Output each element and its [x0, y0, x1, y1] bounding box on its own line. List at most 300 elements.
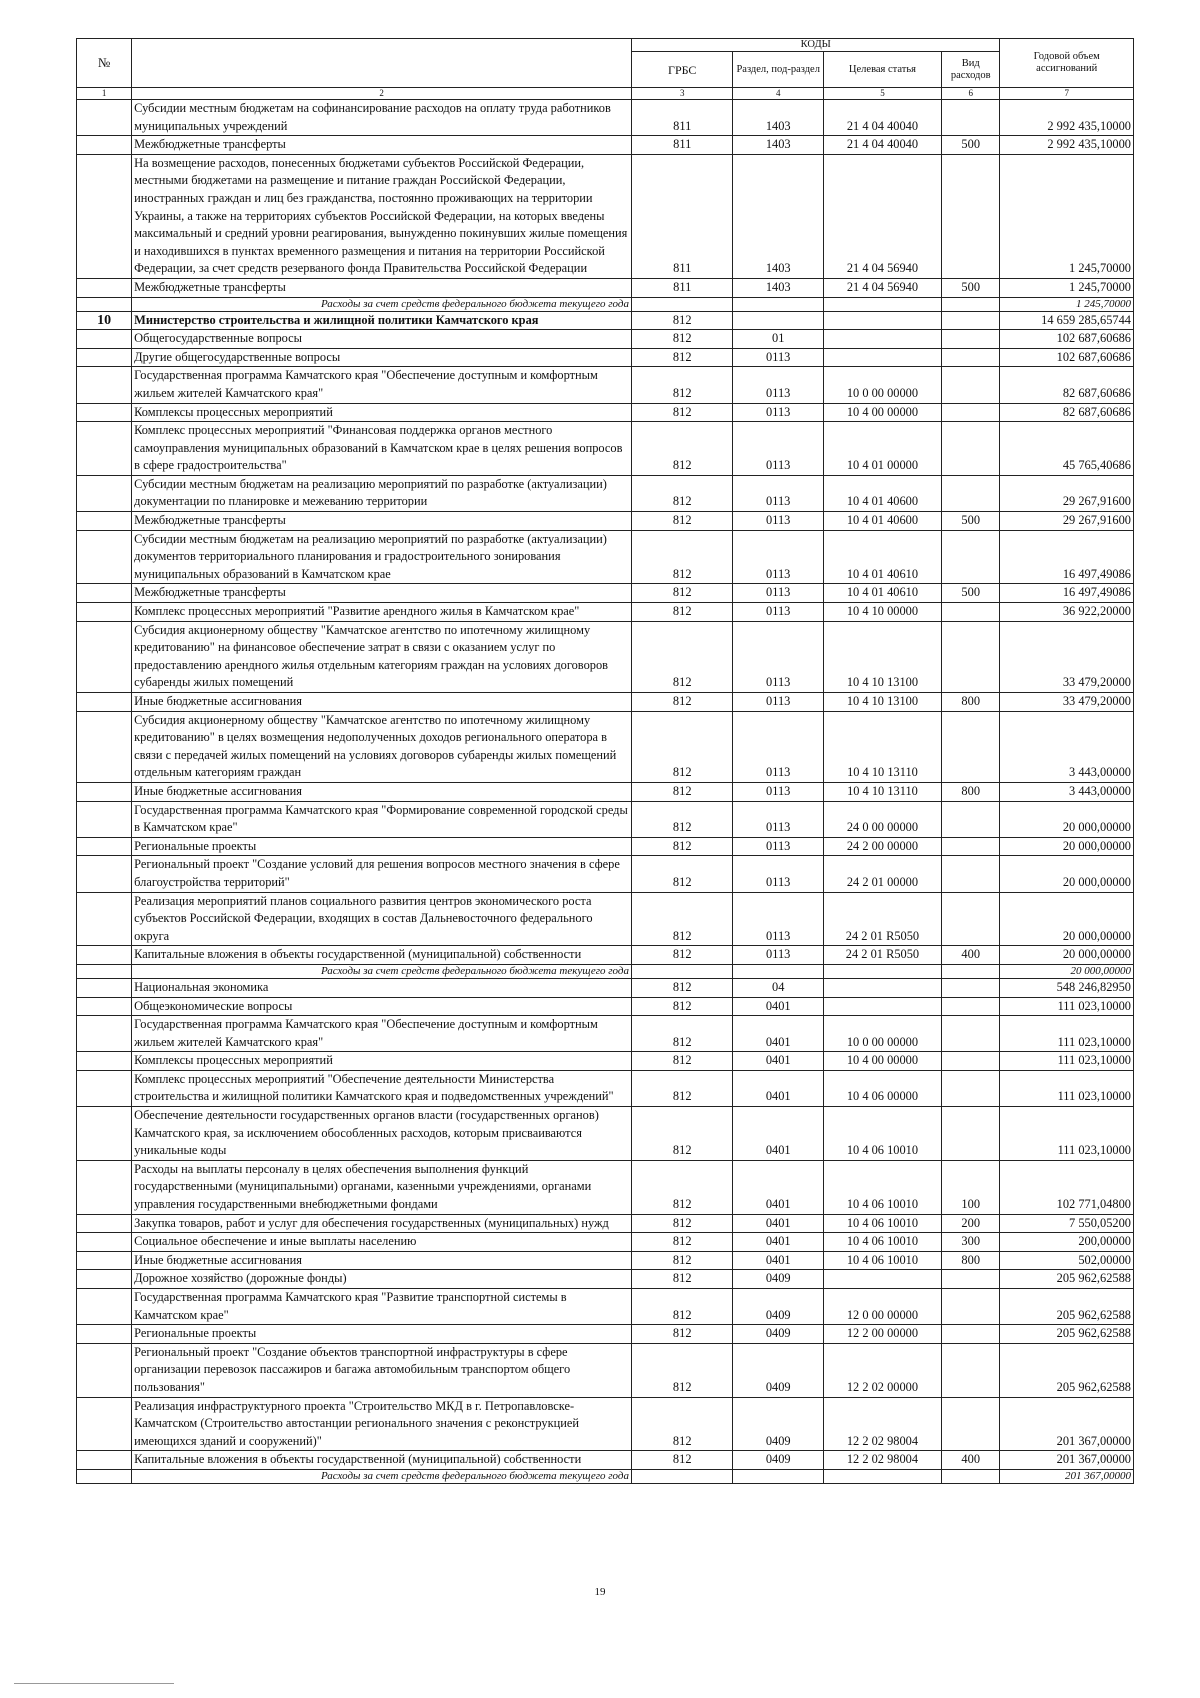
table-row [77, 978, 1134, 997]
row-name: Межбюджетные трансферты [132, 584, 632, 603]
row-section: 0401 [733, 1251, 823, 1270]
table-row [77, 1160, 1134, 1214]
row-number [77, 693, 132, 712]
row-section: 0401 [733, 1160, 823, 1214]
row-amount: 3 443,00000 [1000, 711, 1134, 782]
row-amount: 20 000,00000 [1000, 964, 1134, 978]
row-amount: 111 023,10000 [1000, 1016, 1134, 1052]
row-grbs: 812 [631, 348, 733, 367]
row-section: 1403 [733, 278, 823, 297]
table-body [77, 100, 1134, 1484]
row-exp-type [941, 997, 999, 1016]
row-grbs: 811 [631, 136, 733, 155]
row-exp-type: 500 [941, 278, 999, 297]
row-exp-type [941, 837, 999, 856]
row-section: 0409 [733, 1270, 823, 1289]
row-number [77, 1270, 132, 1289]
row-number [77, 892, 132, 946]
row-grbs: 812 [631, 1251, 733, 1270]
row-amount: 1 245,70000 [1000, 297, 1134, 311]
row-exp-type [941, 711, 999, 782]
row-amount: 7 550,05200 [1000, 1214, 1134, 1233]
table-row [77, 311, 1134, 330]
row-amount: 20 000,00000 [1000, 856, 1134, 892]
row-number [77, 1107, 132, 1161]
row-grbs: 812 [631, 892, 733, 946]
row-name: Расходы за счет средств федерального бюджета текущего года [132, 1469, 632, 1483]
row-number [77, 422, 132, 476]
row-exp-type [941, 1052, 999, 1071]
row-section: 04 [733, 978, 823, 997]
row-exp-type: 100 [941, 1160, 999, 1214]
row-grbs: 812 [631, 782, 733, 801]
row-exp-type: 400 [941, 946, 999, 965]
column-number: 4 [733, 88, 823, 100]
row-name: Реализация мероприятий планов социального развития центров экономического роста субъектов Российской Федерации, входящих в состав Дальневосточного федерального округа [132, 892, 632, 946]
row-number [77, 1289, 132, 1325]
row-name: Расходы на выплаты персоналу в целях обеспечения выполнения функций государственными (муниципальными) органами, казенными учреждениями, органами управления государственными внебюджетными фондами [132, 1160, 632, 1214]
row-section: 0113 [733, 422, 823, 476]
row-name: Межбюджетные трансферты [132, 136, 632, 155]
row-section: 0401 [733, 1214, 823, 1233]
row-amount: 1 245,70000 [1000, 278, 1134, 297]
row-name: Региональный проект "Создание объектов транспортной инфраструктуры в сфере организации перевозок пассажиров и багажа автомобильным транспортом общего пользования" [132, 1343, 632, 1397]
row-number [77, 946, 132, 965]
row-number [77, 584, 132, 603]
row-amount: 200,00000 [1000, 1233, 1134, 1252]
row-amount: 111 023,10000 [1000, 997, 1134, 1016]
row-amount: 2 992 435,10000 [1000, 100, 1134, 136]
row-number [77, 1469, 132, 1483]
row-number [77, 978, 132, 997]
row-section: 0113 [733, 693, 823, 712]
table-row [77, 621, 1134, 692]
table-row [77, 603, 1134, 622]
row-amount: 548 246,82950 [1000, 978, 1134, 997]
row-exp-type [941, 330, 999, 349]
table-row [77, 1451, 1134, 1470]
row-exp-type [941, 1107, 999, 1161]
row-amount: 36 922,20000 [1000, 603, 1134, 622]
row-grbs: 812 [631, 978, 733, 997]
row-section: 0409 [733, 1397, 823, 1451]
table-row [77, 856, 1134, 892]
row-exp-type [941, 856, 999, 892]
row-amount: 111 023,10000 [1000, 1107, 1134, 1161]
row-name: Общегосударственные вопросы [132, 330, 632, 349]
row-name: Иные бюджетные ассигнования [132, 782, 632, 801]
row-exp-type: 800 [941, 693, 999, 712]
row-target [823, 311, 941, 330]
row-exp-type [941, 1016, 999, 1052]
row-target: 10 4 01 40610 [823, 530, 941, 584]
row-exp-type [941, 964, 999, 978]
row-amount: 102 687,60686 [1000, 330, 1134, 349]
row-section: 0113 [733, 584, 823, 603]
row-section: 0113 [733, 711, 823, 782]
row-exp-type [941, 621, 999, 692]
row-section: 0401 [733, 1233, 823, 1252]
federal-budget-row [77, 964, 1134, 978]
row-number [77, 1214, 132, 1233]
row-exp-type: 800 [941, 1251, 999, 1270]
row-amount: 82 687,60686 [1000, 403, 1134, 422]
row-name: Комплексы процессных мероприятий [132, 1052, 632, 1071]
table-row [77, 1325, 1134, 1344]
row-exp-type [941, 1270, 999, 1289]
row-number [77, 403, 132, 422]
row-name: Социальное обеспечение и иные выплаты населению [132, 1233, 632, 1252]
budget-table-sheet [76, 38, 1134, 1484]
row-target: 10 4 10 13110 [823, 782, 941, 801]
row-name: Государственная программа Камчатского края "Обеспечение доступным и комфортным жильем жителей Камчатского края" [132, 1016, 632, 1052]
row-exp-type [941, 1070, 999, 1106]
row-number [77, 1016, 132, 1052]
row-grbs: 812 [631, 1397, 733, 1451]
table-row [77, 330, 1134, 349]
table-row [77, 136, 1134, 155]
row-target: 10 4 06 10010 [823, 1107, 941, 1161]
table-row [77, 892, 1134, 946]
row-exp-type [941, 1469, 999, 1483]
table-row [77, 1289, 1134, 1325]
row-amount: 111 023,10000 [1000, 1070, 1134, 1106]
row-name: Иные бюджетные ассигнования [132, 1251, 632, 1270]
row-target: 10 4 10 13100 [823, 693, 941, 712]
row-section: 0401 [733, 997, 823, 1016]
row-exp-type [941, 311, 999, 330]
row-number [77, 1052, 132, 1071]
row-number [77, 1451, 132, 1470]
table-row [77, 1107, 1134, 1161]
row-section: 0409 [733, 1343, 823, 1397]
row-exp-type [941, 978, 999, 997]
row-target [823, 330, 941, 349]
row-number [77, 297, 132, 311]
row-exp-type: 500 [941, 136, 999, 155]
row-amount: 205 962,62588 [1000, 1325, 1134, 1344]
row-number [77, 1325, 132, 1344]
row-name: Реализация инфраструктурного проекта "Строительство МКД в г. Петропавловске-Камчатском (Строительство автостанции регионального значения с реконструкцией имеющихся зданий и сооружений)" [132, 1397, 632, 1451]
header-grbs: ГРБС [631, 52, 733, 88]
table-row [77, 1397, 1134, 1451]
row-amount: 16 497,49086 [1000, 584, 1134, 603]
header-section: Раздел, под-раздел [733, 52, 823, 88]
row-number [77, 856, 132, 892]
column-number: 5 [823, 88, 941, 100]
table-row [77, 512, 1134, 531]
header-target: Целевая статья [823, 52, 941, 88]
row-name: Иные бюджетные ассигнования [132, 693, 632, 712]
row-grbs: 812 [631, 1214, 733, 1233]
row-grbs: 812 [631, 584, 733, 603]
row-amount: 205 962,62588 [1000, 1343, 1134, 1397]
row-grbs: 812 [631, 1343, 733, 1397]
row-grbs: 812 [631, 330, 733, 349]
row-grbs: 812 [631, 422, 733, 476]
row-target: 10 4 06 10010 [823, 1251, 941, 1270]
row-name: Государственная программа Камчатского края "Формирование современной городской среды в Камчатском крае" [132, 801, 632, 837]
row-number [77, 1397, 132, 1451]
row-target: 10 4 00 00000 [823, 1052, 941, 1071]
table-row [77, 475, 1134, 511]
row-name: Капитальные вложения в объекты государственной (муниципальной) собственности [132, 1451, 632, 1470]
row-target: 10 4 06 10010 [823, 1160, 941, 1214]
row-grbs: 812 [631, 1107, 733, 1161]
row-section: 1403 [733, 100, 823, 136]
row-exp-type: 500 [941, 584, 999, 603]
row-grbs: 811 [631, 100, 733, 136]
table-row [77, 837, 1134, 856]
row-grbs: 812 [631, 1325, 733, 1344]
row-target: 24 2 01 00000 [823, 856, 941, 892]
row-target [823, 1469, 941, 1483]
table-row [77, 711, 1134, 782]
row-section [733, 1469, 823, 1483]
row-name: Субсидия акционерному обществу "Камчатское агентство по ипотечному жилищному кредитованию" в целях возмещения недополученных доходов регионального оператора в связи с передачей жилых помещений на условиях договоров субаренды жилых помещений отдельным категориям граждан [132, 711, 632, 782]
row-target [823, 297, 941, 311]
row-number [77, 801, 132, 837]
row-number [77, 512, 132, 531]
row-number [77, 1343, 132, 1397]
table-row [77, 422, 1134, 476]
row-number [77, 367, 132, 403]
row-target: 10 0 00 00000 [823, 367, 941, 403]
row-section: 0409 [733, 1325, 823, 1344]
row-amount: 205 962,62588 [1000, 1289, 1134, 1325]
row-name: Национальная экономика [132, 978, 632, 997]
row-name: Комплексы процессных мероприятий [132, 403, 632, 422]
row-amount: 201 367,00000 [1000, 1397, 1134, 1451]
row-exp-type [941, 1325, 999, 1344]
header-column-numbers [77, 88, 1134, 100]
table-row [77, 154, 1134, 278]
row-amount: 20 000,00000 [1000, 892, 1134, 946]
row-exp-type: 200 [941, 1214, 999, 1233]
row-section: 0113 [733, 403, 823, 422]
row-grbs: 812 [631, 311, 733, 330]
row-grbs: 812 [631, 856, 733, 892]
table-header [77, 39, 1134, 100]
row-name: Субсидии местным бюджетам на реализацию мероприятий по разработке (актуализации) документации по планировке и межеванию территории [132, 475, 632, 511]
row-name: Капитальные вложения в объекты государственной (муниципальной) собственности [132, 946, 632, 965]
row-amount: 201 367,00000 [1000, 1451, 1134, 1470]
row-name: Закупка товаров, работ и услуг для обеспечения государственных (муниципальных) нужд [132, 1214, 632, 1233]
table-row [77, 1270, 1134, 1289]
header-no: № [77, 39, 132, 88]
row-name: Субсидии местным бюджетам на реализацию мероприятий по разработке (актуализации) документов территориального планирования и градостроительного зонирования муниципальных образований в Камчатском крае [132, 530, 632, 584]
row-grbs: 812 [631, 1270, 733, 1289]
row-exp-type [941, 892, 999, 946]
row-grbs [631, 297, 733, 311]
row-amount: 3 443,00000 [1000, 782, 1134, 801]
row-amount: 102 687,60686 [1000, 348, 1134, 367]
row-target: 10 4 01 40610 [823, 584, 941, 603]
row-number [77, 1160, 132, 1214]
row-number [77, 603, 132, 622]
row-section: 0401 [733, 1107, 823, 1161]
row-exp-type [941, 1397, 999, 1451]
row-exp-type [941, 367, 999, 403]
table-row [77, 1016, 1134, 1052]
table-row [77, 584, 1134, 603]
row-target: 10 4 06 10010 [823, 1233, 941, 1252]
row-target: 10 4 01 40600 [823, 512, 941, 531]
table-row [77, 367, 1134, 403]
row-section: 0113 [733, 621, 823, 692]
row-exp-type [941, 348, 999, 367]
row-name: Расходы за счет средств федерального бюджета текущего года [132, 964, 632, 978]
row-exp-type [941, 403, 999, 422]
row-grbs: 812 [631, 837, 733, 856]
row-section: 0113 [733, 782, 823, 801]
row-name: Региональные проекты [132, 837, 632, 856]
row-target: 21 4 04 56940 [823, 278, 941, 297]
row-grbs [631, 1469, 733, 1483]
row-target: 10 4 06 10010 [823, 1214, 941, 1233]
row-name: На возмещение расходов, понесенных бюджетами субъектов Российской Федерации, местными бюджетами на размещение и питание граждан Российской Федерации, иностранных граждан и лиц без гражданства, постоянно проживающих на территории Украины, а также на территориях субъектов Российской Федерации, на которых введены максимальный и средний уровни реагирования, вынужденно покинувших жилые помещения и находившихся в пунктах временного размещения и питания на территории Российской Федерации, за счет средств резерваного фонда Правительства Российской Федерации [132, 154, 632, 278]
row-number [77, 997, 132, 1016]
row-name: Другие общегосударственные вопросы [132, 348, 632, 367]
row-target: 10 4 00 00000 [823, 403, 941, 422]
row-exp-type [941, 154, 999, 278]
row-target: 24 2 00 00000 [823, 837, 941, 856]
table-row [77, 348, 1134, 367]
row-grbs: 812 [631, 475, 733, 511]
row-section: 0401 [733, 1016, 823, 1052]
row-grbs: 812 [631, 603, 733, 622]
row-amount: 111 023,10000 [1000, 1052, 1134, 1071]
row-number [77, 1233, 132, 1252]
row-amount: 82 687,60686 [1000, 367, 1134, 403]
table-row [77, 946, 1134, 965]
row-number [77, 136, 132, 155]
row-exp-type [941, 475, 999, 511]
row-amount: 29 267,91600 [1000, 475, 1134, 511]
table-row [77, 1343, 1134, 1397]
row-section [733, 297, 823, 311]
row-name: Субсидии местным бюджетам на софинансирование расходов на оплату труда работников муниципальных учреждений [132, 100, 632, 136]
row-amount: 205 962,62588 [1000, 1270, 1134, 1289]
row-target [823, 1270, 941, 1289]
row-grbs: 812 [631, 1070, 733, 1106]
row-grbs: 812 [631, 1160, 733, 1214]
row-section: 0409 [733, 1289, 823, 1325]
row-target: 21 4 04 40040 [823, 100, 941, 136]
row-amount: 45 765,40686 [1000, 422, 1134, 476]
row-name: Комплекс процессных мероприятий "Развитие арендного жилья в Камчатском крае" [132, 603, 632, 622]
row-number [77, 278, 132, 297]
table-row [77, 1251, 1134, 1270]
row-grbs: 812 [631, 711, 733, 782]
row-number [77, 964, 132, 978]
row-number [77, 1251, 132, 1270]
footer-rule [14, 1683, 174, 1684]
row-amount: 1 245,70000 [1000, 154, 1134, 278]
row-exp-type: 500 [941, 512, 999, 531]
row-grbs: 812 [631, 367, 733, 403]
row-name: Межбюджетные трансферты [132, 278, 632, 297]
row-exp-type: 800 [941, 782, 999, 801]
row-number [77, 348, 132, 367]
row-target: 24 2 01 R5050 [823, 946, 941, 965]
row-section: 1403 [733, 154, 823, 278]
column-number: 7 [1000, 88, 1134, 100]
row-name: Государственная программа Камчатского края "Развитие транспортной системы в Камчатском крае" [132, 1289, 632, 1325]
row-section [733, 964, 823, 978]
row-number [77, 154, 132, 278]
row-amount: 29 267,91600 [1000, 512, 1134, 531]
row-amount: 20 000,00000 [1000, 946, 1134, 965]
table-row [77, 278, 1134, 297]
row-target [823, 348, 941, 367]
row-grbs: 812 [631, 403, 733, 422]
row-target [823, 964, 941, 978]
table-row [77, 997, 1134, 1016]
row-section: 0113 [733, 856, 823, 892]
table-row [77, 403, 1134, 422]
row-name: Дорожное хозяйство (дорожные фонды) [132, 1270, 632, 1289]
federal-budget-row [77, 1469, 1134, 1483]
row-name: Обеспечение деятельности государственных органов власти (государственных органов) Камчатского края, за исключением обособленных расходов, которым присваиваются уникальные коды [132, 1107, 632, 1161]
row-exp-type [941, 297, 999, 311]
row-exp-type [941, 1343, 999, 1397]
row-number [77, 1070, 132, 1106]
row-target: 10 4 01 00000 [823, 422, 941, 476]
row-name: Государственная программа Камчатского края "Обеспечение доступным и комфортным жильем жителей Камчатского края" [132, 367, 632, 403]
row-target: 10 4 10 13110 [823, 711, 941, 782]
row-section: 0113 [733, 367, 823, 403]
row-section: 0401 [733, 1070, 823, 1106]
row-grbs: 812 [631, 512, 733, 531]
row-section: 0113 [733, 512, 823, 531]
row-grbs: 812 [631, 621, 733, 692]
row-grbs: 812 [631, 693, 733, 712]
row-name: Комплекс процессных мероприятий "Обеспечение деятельности Министерства строительства и жилищной политики Камчатского края и подведомственных учреждений" [132, 1070, 632, 1106]
row-amount: 20 000,00000 [1000, 837, 1134, 856]
table-row [77, 782, 1134, 801]
row-name: Региональный проект "Создание условий для решения вопросов местного значения в сфере благоустройства территорий" [132, 856, 632, 892]
row-exp-type [941, 1289, 999, 1325]
table-row [77, 693, 1134, 712]
row-target: 12 2 00 00000 [823, 1325, 941, 1344]
header-exp-type: Вид расходов [941, 52, 999, 88]
row-number [77, 475, 132, 511]
row-section: 0113 [733, 530, 823, 584]
budget-table [76, 38, 1134, 1484]
row-section: 0113 [733, 837, 823, 856]
row-amount: 2 992 435,10000 [1000, 136, 1134, 155]
row-exp-type: 300 [941, 1233, 999, 1252]
row-amount: 102 771,04800 [1000, 1160, 1134, 1214]
row-grbs: 811 [631, 278, 733, 297]
row-target: 10 4 10 00000 [823, 603, 941, 622]
row-number [77, 711, 132, 782]
row-amount: 16 497,49086 [1000, 530, 1134, 584]
header-annual: Годовой объем ассигнований [1000, 39, 1134, 88]
row-name: Региональные проекты [132, 1325, 632, 1344]
row-section: 0113 [733, 603, 823, 622]
row-name: Общеэкономические вопросы [132, 997, 632, 1016]
row-target: 24 0 00 00000 [823, 801, 941, 837]
row-section: 0113 [733, 348, 823, 367]
row-target: 10 4 10 13100 [823, 621, 941, 692]
column-number: 1 [77, 88, 132, 100]
row-grbs: 812 [631, 1451, 733, 1470]
row-number: 10 [77, 311, 132, 330]
row-section: 0113 [733, 475, 823, 511]
row-target: 10 0 00 00000 [823, 1016, 941, 1052]
